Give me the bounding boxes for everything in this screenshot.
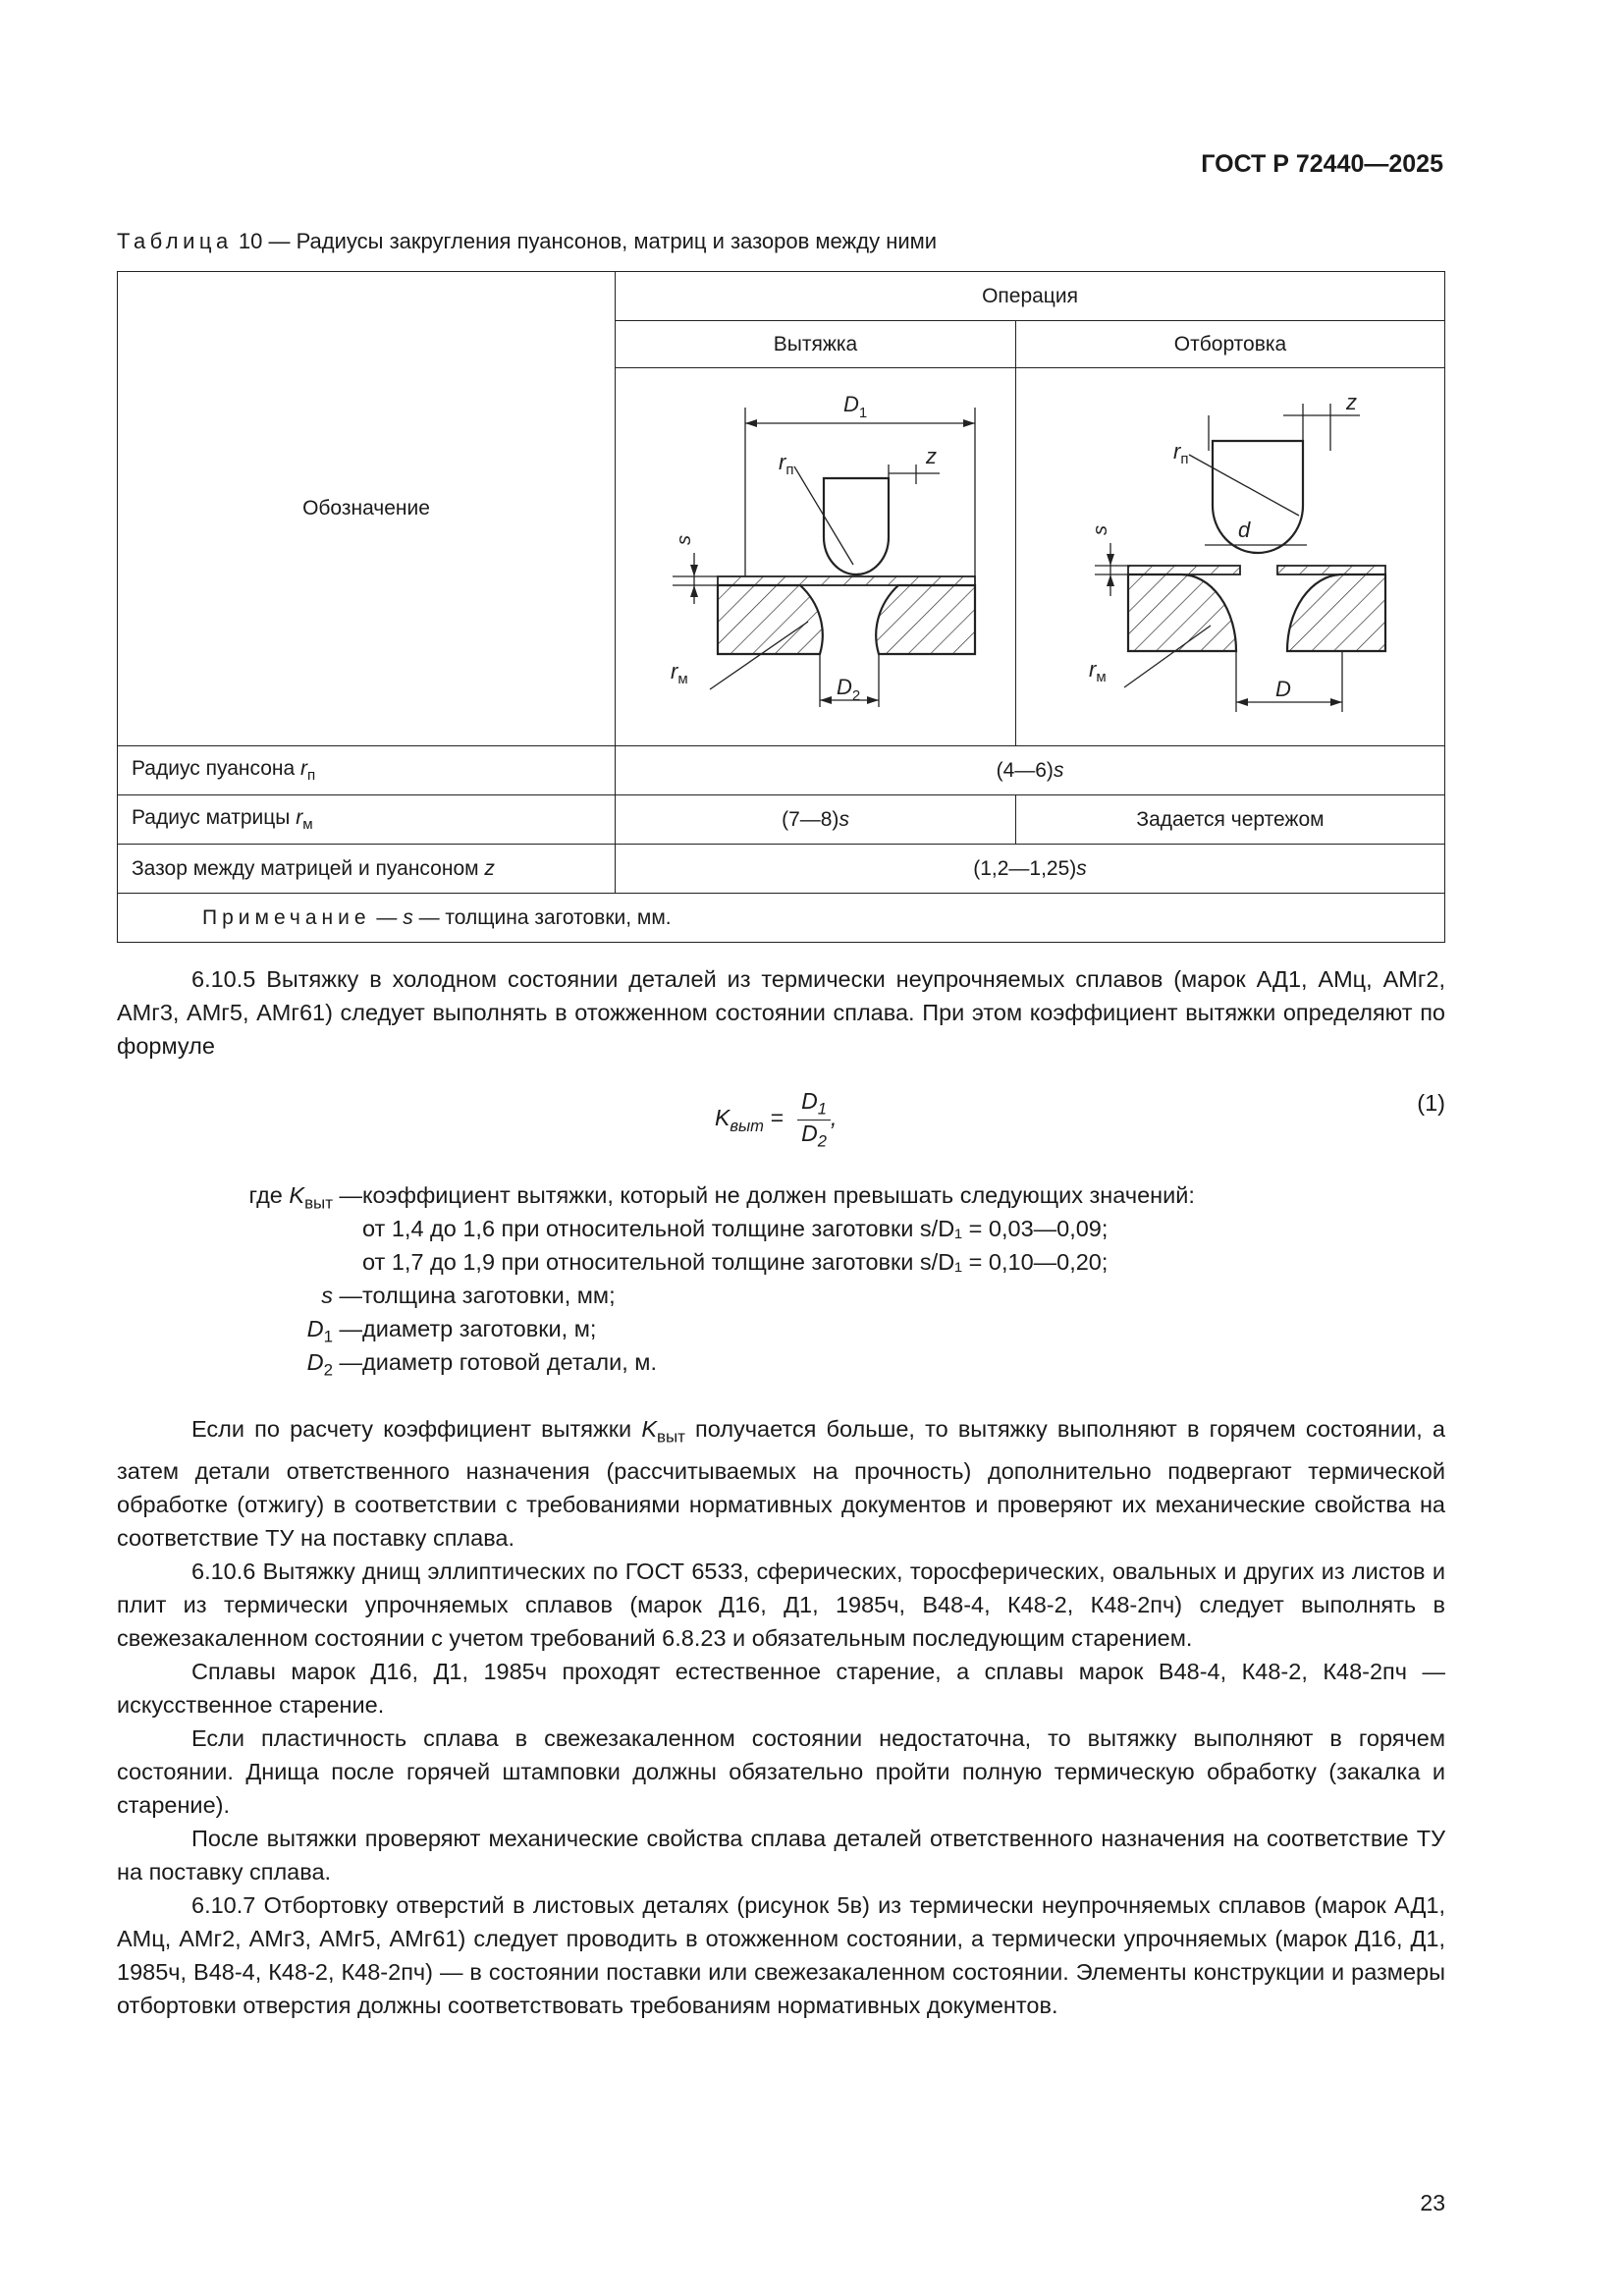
flanging-punch — [1213, 441, 1303, 553]
table-caption-prefix: Таблица — [117, 229, 233, 253]
row-die-radius-draw: (7—8)s — [616, 795, 1016, 845]
label-rm: $r_м$ — [671, 659, 688, 687]
row-punch-radius-label: Радиус пуансона $r_п$ — [118, 746, 616, 795]
body-paragraphs — [117, 1412, 1445, 2022]
label-d: d — [1238, 518, 1251, 542]
paragraph-hot-drawing: Если по расчету коэффициент вытяжки $K_{выт}$ получается больше, то вытяжку выполняют в горячем состоянии, а затем детали ответственного назначения (рассчитываемых на прочность) дополнительно подвергают термической обработке (отжигу) в соответствии с требованиями нормативных документов и проверяют их механические свойства на соответствие ТУ на поставку сплава. — [117, 1416, 1445, 1551]
flanging-die-right — [1287, 574, 1385, 651]
row-clearance-value: (1,2—1,25)s — [616, 845, 1445, 894]
table-note: Примечание — s — толщина заготовки, мм. — [118, 894, 1445, 943]
label-z-flanging: z — [1346, 390, 1357, 414]
table-caption — [117, 229, 937, 254]
deep-drawing-diagram — [616, 368, 1012, 739]
label-s: s — [674, 535, 696, 545]
label-rp-flanging: $r_п$ — [1173, 439, 1189, 467]
header-designation: Обозначение — [118, 272, 616, 746]
label-rp: $r_п$ — [779, 450, 794, 478]
label-d1: $D_1$ — [843, 392, 868, 421]
punch — [824, 478, 889, 574]
flanging-die-left — [1128, 574, 1236, 651]
flanging-blank-left — [1128, 566, 1240, 574]
paragraph-aging: Сплавы марок Д16, Д1, 1985ч проходят естественное старение, а сплавы марок В48-4, К48-2, К48-2пч — искусственное старение. — [117, 1658, 1445, 1718]
paragraph-6-10-6: 6.10.6 Вытяжку днищ эллиптических по ГОСТ 6533, сферических, торосферических, овальных и других из листов и плит из термически упрочняемых сплавов (марок Д16, Д1, 1985ч, В48-4, К48-2, К48-2пч) следует выполнять в свежезакаленном состоянии с учетом требований 6.8.23 и обязательным последующим старением. — [117, 1558, 1445, 1651]
flanging-blank-right — [1277, 566, 1385, 574]
paragraph-6-10-5: 6.10.5 Вытяжку в холодном состоянии деталей из термически неупрочняемых сплавов (марок АД1, АМц, АМг2, АМг3, АМг5, АМг61) следует выполнять в отожженном состоянии сплава. При этом коэффициент вытяжки определяют по формуле — [117, 966, 1445, 1059]
header-operation: Операция — [616, 272, 1445, 321]
header-drawing: Вытяжка — [616, 321, 1016, 368]
die-left — [718, 585, 823, 654]
label-z: z — [926, 444, 938, 468]
drawing-figure-cell — [616, 368, 1016, 746]
paragraph-plasticity: Если пластичность сплава в свежезакаленном состоянии недостаточна, то вытяжку выполняют в горячем состоянии. Днища после горячей штамповки должны обязательно пройти полную термическую обработку (закалка и старение). — [117, 1724, 1445, 1818]
die-right — [876, 585, 975, 654]
flanging-diagram — [1016, 368, 1441, 739]
row-clearance-label: Зазор между матрицей и пуансоном z — [118, 845, 616, 894]
paragraph-after-drawing: После вытяжки проверяют механические свойства сплава деталей ответственного назначения на соответствие ТУ на поставку сплава. — [117, 1825, 1445, 1885]
row-die-radius-label: Радиус матрицы $r_м$ — [118, 795, 616, 845]
blank-sheet — [718, 576, 975, 585]
formula-number: (1) — [1417, 1090, 1445, 1116]
header-flanging: Отбортовка — [1016, 321, 1445, 368]
row-punch-radius-value: (4—6)s — [616, 746, 1445, 795]
row-die-radius-flange: Задается чертежом — [1016, 795, 1445, 845]
flanging-figure-cell — [1016, 368, 1445, 746]
paragraph-6-10-7: 6.10.7 Отбортовку отверстий в листовых деталях (рисунок 5в) из термически неупрочняемых сплавов (марок АД1, АМц, АМг2, АМг3, АМг5, АМг61) следует проводить в отожженном состоянии, а термически упрочняемых (марок Д16, Д1, 1985ч, В48-4, К48-2, К48-2пч) — в состоянии поставки или свежезакаленном состоянии. Элементы конструкции и размеры отбортовки отверстия должны соответствовать требованиям нормативных документов. — [117, 1891, 1445, 2018]
label-rm-flanging: $r_м$ — [1089, 657, 1107, 685]
standard-header: ГОСТ Р 72440—2025 — [1201, 150, 1443, 178]
label-s-flanging: s — [1090, 525, 1111, 535]
radii-table — [117, 271, 1445, 943]
formula-draw-coefficient: $K_{выт}$ = $\frac{D_1}{D_2}$ , — [715, 1088, 838, 1151]
label-d2: $D_2$ — [837, 675, 861, 704]
page-number: 23 — [1420, 2190, 1445, 2215]
label-D-flanging: D — [1275, 677, 1291, 701]
table-caption-text: 10 — Радиусы закругления пуансонов, матриц и зазоров между ними — [238, 229, 938, 253]
